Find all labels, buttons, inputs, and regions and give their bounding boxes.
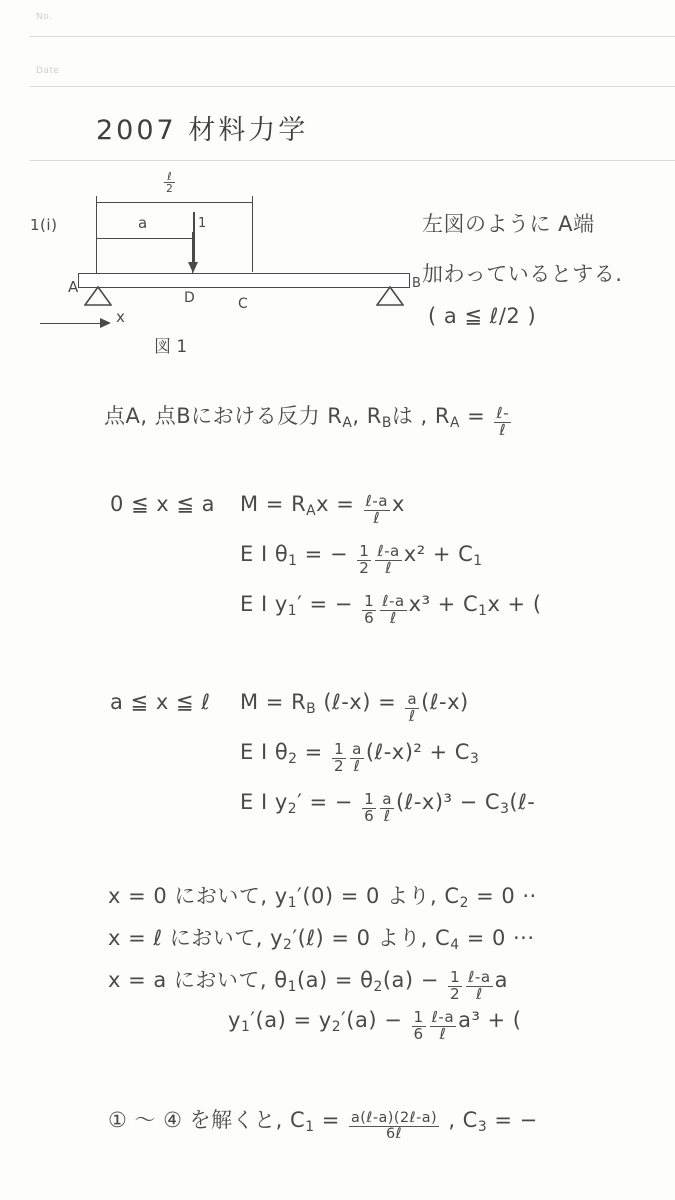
bc2-text: x = ℓ において, y (108, 926, 284, 950)
solve-num: a(ℓ-a)(2ℓ-a) (350, 1109, 438, 1126)
header-rule-2 (30, 86, 675, 87)
region1-l3-eq: = − (302, 592, 361, 616)
page-title: 2007 材料力学 (96, 115, 309, 146)
bc3-f1n: 1 (450, 967, 461, 986)
support-b-label: B (412, 276, 421, 291)
region2-l2-tailsub: 3 (469, 751, 480, 768)
region1-l2-sub: 1 (288, 553, 298, 570)
dim-a-label: a (138, 214, 148, 232)
dim-half-tick-right (252, 196, 253, 272)
reaction-frac-num: ℓ- (496, 403, 510, 422)
region2-l3-lhs: E I y (240, 790, 288, 814)
reaction-text: 点A, 点Bにおける反力 R (104, 404, 343, 428)
bc3-sub2: 2 (373, 979, 383, 996)
reaction-sub-a: A (342, 415, 353, 432)
bc1-text: x = 0 において, y (108, 884, 288, 908)
support-b-triangle (376, 286, 402, 304)
bc1-tailsub: 2 (459, 895, 469, 912)
bc1-prime: ′ (297, 884, 303, 908)
region1-l1-mid: x = (316, 492, 362, 516)
region1-l3-prime: ′ (297, 592, 303, 616)
load-label: 1 (198, 216, 207, 231)
problem-number: 1(i) (30, 216, 58, 234)
solve-tailsub: 3 (477, 1119, 488, 1136)
region2-l3-tailsub: 3 (500, 801, 510, 818)
region2-l1-tail: (ℓ-x) (421, 690, 469, 714)
region1-l3-lhs: E I y (240, 592, 288, 616)
point-c-label: C (238, 296, 248, 312)
boundary-condition-2 (108, 922, 535, 953)
region1-l1-sub: A (306, 503, 317, 520)
region1-l2-f2n: ℓ-a (377, 541, 400, 560)
region2-l2-eq: = (297, 740, 330, 764)
bc3-f2n: ℓ-a (468, 967, 491, 986)
problem-statement-line-3: ( a ≦ ℓ/2 ) (428, 304, 537, 328)
region1-l3-f2n: ℓ-a (382, 591, 405, 610)
bc3-text: x = a において, θ (108, 968, 288, 992)
region1-l1-num: ℓ-a (365, 491, 388, 510)
region2-l3-f2d: ℓ (380, 808, 394, 825)
region1-l2-tail: x² + C (403, 542, 474, 566)
solve-line (108, 1104, 538, 1142)
region2-l2-f1d: 2 (333, 756, 345, 775)
support-a-label: A (68, 278, 79, 296)
region1-l2-eq: = − (297, 542, 356, 566)
bc4-lhs: y (228, 1008, 241, 1032)
bc4-f2d: ℓ (430, 1026, 456, 1043)
solve-eq: = (314, 1108, 347, 1132)
dim-half-numerator: ℓ (167, 169, 172, 183)
x-axis-label: x (116, 308, 125, 326)
region1-l3-f2d: ℓ (380, 610, 406, 627)
region2-l3-tail: (ℓ-x)³ − C (395, 790, 501, 814)
notebook-date-label: Date (36, 66, 60, 76)
beam-bar (78, 273, 410, 288)
region2-l1-den: ℓ (405, 708, 419, 725)
solve-sub: 1 (305, 1119, 315, 1136)
beam-figure (40, 168, 420, 358)
solve-lhs: ① ～ ④ を解くと, C (108, 1108, 306, 1132)
bc4-prime2: ′ (341, 1008, 347, 1032)
dim-half-label (162, 170, 177, 195)
boundary-condition-1 (108, 880, 537, 911)
solve-tailend: = − (487, 1108, 538, 1132)
solve-den: 6ℓ (349, 1126, 439, 1142)
region2-l2-f1n: 1 (333, 739, 345, 758)
reaction-frac-den: ℓ (494, 422, 511, 439)
region2-theta-equation (240, 740, 479, 774)
bc2-tailsub: 4 (450, 937, 460, 954)
region2-l2-sub: 2 (288, 751, 298, 768)
region1-l2-lhs: E I θ (240, 542, 289, 566)
region2-range: a ≦ x ≦ ℓ (110, 690, 211, 714)
bc4-mid2: (a) − (346, 1008, 410, 1032)
region2-l2-lhs: E I θ (240, 740, 289, 764)
region2-deflection-equation (240, 790, 535, 824)
x-axis-head (100, 318, 111, 328)
dim-half-line (96, 202, 252, 203)
bc3-f2d: ℓ (466, 986, 492, 1003)
problem-statement-line-2: 加わっているとする. (422, 262, 623, 286)
reaction-sub-a2: A (449, 415, 460, 432)
bc4-f1d: 6 (413, 1024, 424, 1043)
reaction-tail: は , R (391, 404, 450, 428)
solve-tail: , C (441, 1108, 478, 1132)
region1-moment-equation (240, 492, 405, 526)
region2-l3-sub: 2 (287, 801, 298, 818)
region2-moment-equation (240, 690, 469, 724)
region1-l3-sub: 1 (287, 603, 298, 620)
region2-l1-mid: (ℓ-x) = (316, 690, 404, 714)
region2-l3-f1d: 6 (364, 806, 375, 825)
bc2-sub: 2 (283, 937, 293, 954)
region1-l2-f1n: 1 (359, 541, 370, 560)
bc4-f1n: 1 (413, 1007, 424, 1026)
bc4-sub2: 2 (331, 1019, 342, 1036)
region2-l3-f2n: a (382, 789, 392, 808)
region1-l2-f1d: 2 (359, 558, 370, 577)
header-rule-1 (30, 36, 675, 37)
reaction-sub-b: B (381, 415, 392, 432)
bc4-prime: ′ (250, 1008, 256, 1032)
point-d-label: D (184, 290, 195, 306)
dim-half-denominator: 2 (166, 182, 173, 196)
bc4-sub: 1 (240, 1019, 251, 1036)
figure-caption: 図 1 (154, 337, 188, 357)
region1-l1-den: ℓ (364, 510, 390, 527)
region1-l2-tailsub: 1 (473, 553, 483, 570)
reaction-comma: , R (352, 404, 382, 428)
notebook-no-label: No. (36, 12, 53, 22)
boundary-condition-4 (228, 1008, 522, 1042)
region1-theta-equation (240, 542, 483, 576)
region1-l3-f1n: 1 (364, 591, 375, 610)
region1-l3-tail2: x + ( (487, 592, 542, 616)
region1-range: 0 ≦ x ≦ a (110, 492, 216, 516)
bc3-sub: 1 (287, 979, 297, 996)
load-arrow-shaft (193, 212, 195, 268)
region1-deflection-equation (240, 592, 542, 626)
x-axis-shaft (40, 323, 102, 324)
region1-l1-tail: x (391, 492, 405, 516)
region1-l3-f1d: 6 (364, 608, 375, 627)
region1-l2-f2d: ℓ (375, 560, 401, 577)
support-a-triangle (84, 286, 110, 304)
problem-statement-line-1: 左図のように A端 (422, 212, 595, 236)
boundary-condition-3 (108, 964, 508, 1002)
bc4-f2n: ℓ-a (431, 1007, 455, 1026)
bc3-f1d: 2 (450, 984, 461, 1003)
dim-a-line (96, 238, 192, 239)
region2-l3-prime: ′ (297, 790, 303, 814)
bc3-mid: (a) = θ (296, 968, 374, 992)
title-underline-rule (30, 160, 675, 161)
reaction-line (104, 400, 513, 438)
region2-l2-f2d: ℓ (350, 758, 364, 775)
region2-l1-num: a (407, 689, 418, 708)
bc1-sub: 1 (287, 895, 298, 912)
bc1-end: = 0 ·· (468, 884, 537, 908)
bc3-end: a (494, 968, 508, 992)
region2-l1-lhs: M = R (240, 690, 307, 714)
reaction-eq: = (459, 404, 493, 428)
bc4-mid: (a) = y (255, 1008, 332, 1032)
region2-l1-sub: B (306, 701, 317, 718)
region2-l3-eq: = − (302, 790, 361, 814)
region2-l2-tail: (ℓ-x)² + C (365, 740, 470, 764)
region2-l3-tail2: (ℓ- (509, 790, 536, 814)
region2-l3-f1n: 1 (364, 789, 375, 808)
load-arrow-head (188, 262, 198, 273)
bc2-prime: ′ (292, 926, 298, 950)
bc4-end: a³ + ( (458, 1008, 522, 1032)
region1-l3-tailsub: 1 (478, 603, 488, 620)
bc2-end: = 0 ··· (459, 926, 535, 950)
bc2-tail: (ℓ) = 0 より, C (297, 926, 451, 950)
region2-l2-f2n: a (352, 739, 362, 758)
region1-l1-lhs: M = R (240, 492, 307, 516)
bc3-mid2: (a) − (382, 968, 447, 992)
bc1-tail: (0) = 0 より, C (302, 884, 460, 908)
region1-l3-tail: x³ + C (408, 592, 479, 616)
dim-a-tick-left (96, 232, 97, 274)
